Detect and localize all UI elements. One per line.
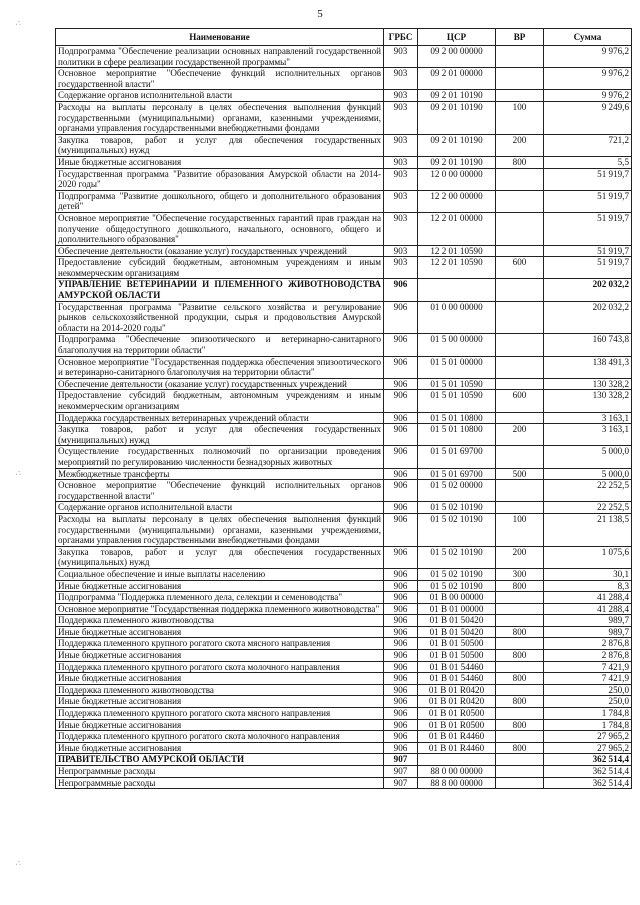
cell-grbs: 903 bbox=[384, 245, 418, 257]
cell-vr: 200 bbox=[496, 424, 544, 446]
cell-vr bbox=[496, 68, 544, 90]
cell-sum: 8,3 bbox=[544, 580, 632, 592]
cell-vr bbox=[496, 661, 544, 673]
cell-name: Основное мероприятие "Государственная поддержка племенного животноводства" bbox=[56, 603, 384, 615]
cell-grbs: 906 bbox=[384, 742, 418, 754]
cell-sum: 27 965,2 bbox=[544, 742, 632, 754]
cell-vr bbox=[496, 334, 544, 356]
cell-sum: 7 421,9 bbox=[544, 673, 632, 685]
margin-scan-mark: ·​: bbox=[14, 860, 24, 866]
cell-name: Государственная программа "Развитие образования Амурской области на 2014-2020 годы" bbox=[56, 168, 384, 190]
cell-sum: 989,7 bbox=[544, 626, 632, 638]
cell-name: Основное мероприятие "Обеспечение функций исполнительных органов государственной власти" bbox=[56, 68, 384, 90]
cell-grbs: 906 bbox=[384, 650, 418, 662]
cell-vr bbox=[496, 446, 544, 468]
table-row bbox=[56, 412, 632, 424]
cell-grbs: 906 bbox=[384, 480, 418, 502]
cell-sum: 9 976,2 bbox=[544, 90, 632, 102]
cell-grbs: 906 bbox=[384, 661, 418, 673]
table-row bbox=[56, 580, 632, 592]
cell-vr bbox=[496, 638, 544, 650]
cell-sum: 1 075,6 bbox=[544, 546, 632, 568]
cell-grbs: 906 bbox=[384, 731, 418, 743]
table-row bbox=[56, 212, 632, 245]
table-row bbox=[56, 190, 632, 212]
cell-sum: 130 328,2 bbox=[544, 378, 632, 390]
cell-grbs: 906 bbox=[384, 334, 418, 356]
cell-vr bbox=[496, 603, 544, 615]
cell-csr: 01 5 02 10190 bbox=[418, 502, 496, 514]
cell-grbs: 906 bbox=[384, 513, 418, 546]
cell-grbs: 906 bbox=[384, 356, 418, 378]
table-row bbox=[56, 257, 632, 279]
cell-csr: 01 0 00 00000 bbox=[418, 301, 496, 334]
cell-grbs: 906 bbox=[384, 696, 418, 708]
cell-sum: 3 163,1 bbox=[544, 424, 632, 446]
cell-vr bbox=[496, 212, 544, 245]
cell-grbs: 906 bbox=[384, 468, 418, 480]
cell-sum: 9 976,2 bbox=[544, 46, 632, 68]
cell-vr bbox=[496, 766, 544, 778]
cell-csr: 01 В 01 54460 bbox=[418, 661, 496, 673]
cell-grbs: 903 bbox=[384, 134, 418, 156]
margin-scan-mark: ·​: bbox=[14, 20, 24, 26]
cell-sum: 9 249,6 bbox=[544, 101, 632, 134]
cell-name: Подпрограмма "Поддержка племенного дела, селекции и семеноводства" bbox=[56, 592, 384, 604]
cell-grbs: 907 bbox=[384, 777, 418, 789]
table-row bbox=[56, 754, 632, 766]
cell-grbs: 903 bbox=[384, 68, 418, 90]
cell-vr bbox=[496, 615, 544, 627]
cell-name: Закупка товаров, работ и услуг для обеспечения государственных (муниципальных) нужд bbox=[56, 134, 384, 156]
cell-vr: 500 bbox=[496, 468, 544, 480]
table-row bbox=[56, 390, 632, 412]
cell-csr: 09 2 01 10190 bbox=[418, 156, 496, 168]
cell-sum: 41 288,4 bbox=[544, 603, 632, 615]
table-row bbox=[56, 546, 632, 568]
cell-sum: 51 919,7 bbox=[544, 212, 632, 245]
cell-grbs: 906 bbox=[384, 708, 418, 720]
cell-name: Расходы на выплаты персоналу в целях обеспечения выполнения функций государственными (муниципальными) органами, казенными учреждениями, органами управления государственными внебюджетными фондами bbox=[56, 513, 384, 546]
cell-grbs: 903 bbox=[384, 190, 418, 212]
cell-name: Иные бюджетные ассигнования bbox=[56, 156, 384, 168]
cell-name: Закупка товаров, работ и услуг для обеспечения государственных (муниципальных) нужд bbox=[56, 546, 384, 568]
cell-sum: 51 919,7 bbox=[544, 190, 632, 212]
cell-sum: 362 514,4 bbox=[544, 766, 632, 778]
cell-grbs: 906 bbox=[384, 719, 418, 731]
cell-csr: 01 5 01 10590 bbox=[418, 390, 496, 412]
cell-name: Основное мероприятие "Обеспечение государственных гарантий прав граждан на получение общедоступного дошкольного, начального, основного, общего и дополнительного образования" bbox=[56, 212, 384, 245]
cell-vr: 800 bbox=[496, 580, 544, 592]
cell-csr: 01 В 01 50420 bbox=[418, 626, 496, 638]
cell-vr: 800 bbox=[496, 719, 544, 731]
table-row bbox=[56, 356, 632, 378]
cell-csr: 88 0 00 00000 bbox=[418, 766, 496, 778]
cell-grbs: 906 bbox=[384, 673, 418, 685]
table-row bbox=[56, 708, 632, 720]
cell-grbs: 906 bbox=[384, 279, 418, 301]
cell-sum: 3 163,1 bbox=[544, 412, 632, 424]
cell-vr bbox=[496, 46, 544, 68]
cell-vr bbox=[496, 245, 544, 257]
cell-grbs: 906 bbox=[384, 615, 418, 627]
cell-vr: 600 bbox=[496, 390, 544, 412]
cell-name: Социальное обеспечение и иные выплаты населению bbox=[56, 568, 384, 580]
cell-name: Иные бюджетные ассигнования bbox=[56, 696, 384, 708]
table-row bbox=[56, 446, 632, 468]
cell-vr bbox=[496, 301, 544, 334]
table-row bbox=[56, 90, 632, 102]
table-row bbox=[56, 766, 632, 778]
header-sum: Сумма bbox=[544, 29, 632, 46]
cell-sum: 1 784,8 bbox=[544, 719, 632, 731]
cell-grbs: 906 bbox=[384, 684, 418, 696]
cell-sum: 22 252,5 bbox=[544, 502, 632, 514]
cell-grbs: 903 bbox=[384, 212, 418, 245]
cell-name: Межбюджетные трансферты bbox=[56, 468, 384, 480]
cell-csr: 01 5 01 69700 bbox=[418, 468, 496, 480]
cell-csr: 12 2 01 00000 bbox=[418, 212, 496, 245]
cell-sum: 160 743,8 bbox=[544, 334, 632, 356]
cell-sum: 21 138,5 bbox=[544, 513, 632, 546]
cell-name: Поддержка племенного крупного рогатого скота молочного направления bbox=[56, 731, 384, 743]
cell-grbs: 906 bbox=[384, 638, 418, 650]
cell-sum: 362 514,4 bbox=[544, 754, 632, 766]
table-row bbox=[56, 279, 632, 301]
table-row bbox=[56, 245, 632, 257]
cell-csr: 01 В 01 R0500 bbox=[418, 719, 496, 731]
cell-sum: 202 032,2 bbox=[544, 301, 632, 334]
header-name: Наименование bbox=[56, 29, 384, 46]
cell-name: ПРАВИТЕЛЬСТВО АМУРСКОЙ ОБЛАСТИ bbox=[56, 754, 384, 766]
cell-grbs: 906 bbox=[384, 592, 418, 604]
table-row bbox=[56, 603, 632, 615]
cell-sum: 30,1 bbox=[544, 568, 632, 580]
cell-csr: 09 2 00 00000 bbox=[418, 46, 496, 68]
cell-grbs: 906 bbox=[384, 378, 418, 390]
table-row bbox=[56, 673, 632, 685]
cell-vr: 100 bbox=[496, 513, 544, 546]
header-vr: ВР bbox=[496, 29, 544, 46]
cell-name: Содержание органов исполнительной власти bbox=[56, 502, 384, 514]
cell-grbs: 906 bbox=[384, 626, 418, 638]
table-row bbox=[56, 615, 632, 627]
cell-csr: 01 В 01 50500 bbox=[418, 638, 496, 650]
cell-sum: 202 032,2 bbox=[544, 279, 632, 301]
cell-vr bbox=[496, 412, 544, 424]
cell-sum: 51 919,7 bbox=[544, 257, 632, 279]
cell-grbs: 903 bbox=[384, 257, 418, 279]
cell-name: Осуществление государственных полномочий по организации проведения мероприятий по регулированию численности безнадзорных животных bbox=[56, 446, 384, 468]
cell-sum: 250,0 bbox=[544, 684, 632, 696]
cell-sum: 362 514,4 bbox=[544, 777, 632, 789]
header-grbs: ГРБС bbox=[384, 29, 418, 46]
cell-vr bbox=[496, 356, 544, 378]
table-row bbox=[56, 719, 632, 731]
cell-name: Обеспечение деятельности (оказание услуг) государственных учреждений bbox=[56, 245, 384, 257]
table-row bbox=[56, 696, 632, 708]
table-row bbox=[56, 592, 632, 604]
table-row bbox=[56, 513, 632, 546]
cell-name: Подпрограмма "Обеспечение эпизоотического и ветеринарно-санитарного благополучия на территории области" bbox=[56, 334, 384, 356]
cell-csr: 01 5 02 10190 bbox=[418, 580, 496, 592]
cell-sum: 51 919,7 bbox=[544, 245, 632, 257]
cell-name: Иные бюджетные ассигнования bbox=[56, 742, 384, 754]
cell-name: Подпрограмма "Обеспечение реализации основных направлений государственной политики в сфере реализации государственной программы" bbox=[56, 46, 384, 68]
cell-vr: 800 bbox=[496, 742, 544, 754]
cell-name: Обеспечение деятельности (оказание услуг) государственных учреждений bbox=[56, 378, 384, 390]
table-row bbox=[56, 650, 632, 662]
table-row bbox=[56, 731, 632, 743]
cell-name: Иные бюджетные ассигнования bbox=[56, 673, 384, 685]
cell-name: Непрограммные расходы bbox=[56, 766, 384, 778]
table-row bbox=[56, 46, 632, 68]
cell-vr: 600 bbox=[496, 257, 544, 279]
cell-sum: 2 876,8 bbox=[544, 650, 632, 662]
cell-sum: 5 000,0 bbox=[544, 468, 632, 480]
cell-vr bbox=[496, 592, 544, 604]
cell-vr: 800 bbox=[496, 673, 544, 685]
cell-grbs: 906 bbox=[384, 546, 418, 568]
cell-vr bbox=[496, 279, 544, 301]
cell-vr bbox=[496, 502, 544, 514]
cell-sum: 9 976,2 bbox=[544, 68, 632, 90]
cell-name: Иные бюджетные ассигнования bbox=[56, 650, 384, 662]
cell-vr bbox=[496, 168, 544, 190]
cell-name: Подпрограмма "Развитие дошкольного, общего и дополнительного образования детей" bbox=[56, 190, 384, 212]
cell-vr: 100 bbox=[496, 101, 544, 134]
cell-name: Поддержка племенного крупного рогатого скота мясного направления bbox=[56, 638, 384, 650]
table-row bbox=[56, 502, 632, 514]
cell-vr bbox=[496, 731, 544, 743]
cell-name: Предоставление субсидий бюджетным, автономным учреждениям и иным некоммерческим организациям bbox=[56, 257, 384, 279]
cell-grbs: 907 bbox=[384, 766, 418, 778]
cell-sum: 41 288,4 bbox=[544, 592, 632, 604]
cell-csr: 12 2 00 00000 bbox=[418, 190, 496, 212]
table-row bbox=[56, 134, 632, 156]
cell-csr: 01 В 01 R4460 bbox=[418, 731, 496, 743]
cell-csr: 01 5 02 10190 bbox=[418, 546, 496, 568]
cell-name: Основное мероприятие "Государственная поддержка обеспечения эпизоотического и ветеринарно-санитарного благополучия на территории области" bbox=[56, 356, 384, 378]
table-row bbox=[56, 468, 632, 480]
cell-vr: 800 bbox=[496, 626, 544, 638]
cell-grbs: 906 bbox=[384, 446, 418, 468]
table-row bbox=[56, 301, 632, 334]
cell-sum: 5 000,0 bbox=[544, 446, 632, 468]
cell-csr: 01 В 01 00000 bbox=[418, 603, 496, 615]
cell-name: УПРАВЛЕНИЕ ВЕТЕРИНАРИИ И ПЛЕМЕННОГО ЖИВОТНОВОДСТВА АМУРСКОЙ ОБЛАСТИ bbox=[56, 279, 384, 301]
cell-sum: 7 421,9 bbox=[544, 661, 632, 673]
cell-grbs: 906 bbox=[384, 502, 418, 514]
table-row bbox=[56, 168, 632, 190]
table-row bbox=[56, 424, 632, 446]
cell-vr: 800 bbox=[496, 696, 544, 708]
cell-grbs: 906 bbox=[384, 424, 418, 446]
cell-name: Содержание органов исполнительной власти bbox=[56, 90, 384, 102]
cell-sum: 27 965,2 bbox=[544, 731, 632, 743]
cell-csr: 01 В 01 R0420 bbox=[418, 684, 496, 696]
cell-name: Поддержка государственных ветеринарных учреждений области bbox=[56, 412, 384, 424]
header-csr: ЦСР bbox=[418, 29, 496, 46]
cell-vr: 800 bbox=[496, 650, 544, 662]
table-row bbox=[56, 684, 632, 696]
cell-csr: 09 2 01 10190 bbox=[418, 90, 496, 102]
cell-csr bbox=[418, 754, 496, 766]
cell-sum: 130 328,2 bbox=[544, 390, 632, 412]
cell-vr: 300 bbox=[496, 568, 544, 580]
table-row bbox=[56, 626, 632, 638]
cell-csr bbox=[418, 279, 496, 301]
cell-grbs: 906 bbox=[384, 412, 418, 424]
cell-grbs: 903 bbox=[384, 156, 418, 168]
cell-name: Поддержка племенного животноводства bbox=[56, 684, 384, 696]
cell-sum: 138 491,3 bbox=[544, 356, 632, 378]
cell-vr bbox=[496, 754, 544, 766]
cell-vr bbox=[496, 684, 544, 696]
margin-scan-mark: ·​: bbox=[14, 470, 24, 476]
table-row bbox=[56, 378, 632, 390]
cell-name: Иные бюджетные ассигнования bbox=[56, 580, 384, 592]
cell-csr: 01 В 01 50420 bbox=[418, 615, 496, 627]
cell-vr: 200 bbox=[496, 134, 544, 156]
table-row bbox=[56, 568, 632, 580]
cell-vr bbox=[496, 777, 544, 789]
cell-sum: 51 919,7 bbox=[544, 168, 632, 190]
cell-csr: 01 В 01 R0500 bbox=[418, 708, 496, 720]
cell-csr: 01 5 02 10190 bbox=[418, 513, 496, 546]
cell-csr: 01 5 00 00000 bbox=[418, 334, 496, 356]
cell-csr: 09 2 01 10190 bbox=[418, 134, 496, 156]
table-row bbox=[56, 742, 632, 754]
table-row bbox=[56, 638, 632, 650]
cell-sum: 989,7 bbox=[544, 615, 632, 627]
cell-csr: 01 5 01 69700 bbox=[418, 446, 496, 468]
cell-grbs: 906 bbox=[384, 580, 418, 592]
cell-csr: 12 2 01 10590 bbox=[418, 245, 496, 257]
cell-csr: 01 В 01 54460 bbox=[418, 673, 496, 685]
cell-name: Иные бюджетные ассигнования bbox=[56, 626, 384, 638]
cell-vr bbox=[496, 190, 544, 212]
cell-grbs: 907 bbox=[384, 754, 418, 766]
cell-grbs: 903 bbox=[384, 101, 418, 134]
cell-name: Расходы на выплаты персоналу в целях обеспечения выполнения функций государственными (муниципальными) органами, казенными учреждениями, органами управления государственными внебюджетными фондами bbox=[56, 101, 384, 134]
table-header-row bbox=[56, 29, 632, 46]
cell-vr: 200 bbox=[496, 546, 544, 568]
cell-csr: 09 2 01 10190 bbox=[418, 101, 496, 134]
cell-sum: 721,2 bbox=[544, 134, 632, 156]
cell-name: Непрограммные расходы bbox=[56, 777, 384, 789]
cell-csr: 01 В 01 R4460 bbox=[418, 742, 496, 754]
table-row bbox=[56, 661, 632, 673]
cell-csr: 01 5 01 00000 bbox=[418, 356, 496, 378]
cell-csr: 12 0 00 00000 bbox=[418, 168, 496, 190]
table-row bbox=[56, 334, 632, 356]
cell-vr bbox=[496, 90, 544, 102]
cell-vr: 800 bbox=[496, 156, 544, 168]
cell-grbs: 906 bbox=[384, 390, 418, 412]
cell-vr bbox=[496, 708, 544, 720]
cell-csr: 01 5 01 10590 bbox=[418, 378, 496, 390]
cell-vr bbox=[496, 378, 544, 390]
cell-csr: 01 В 01 R0420 bbox=[418, 696, 496, 708]
cell-csr: 01 5 02 00000 bbox=[418, 480, 496, 502]
page-number: 5 bbox=[317, 8, 323, 20]
cell-grbs: 903 bbox=[384, 46, 418, 68]
cell-csr: 12 2 01 10590 bbox=[418, 257, 496, 279]
cell-sum: 5,5 bbox=[544, 156, 632, 168]
budget-table bbox=[55, 28, 632, 789]
cell-csr: 88 8 00 00000 bbox=[418, 777, 496, 789]
table-body bbox=[56, 46, 632, 789]
cell-csr: 09 2 01 00000 bbox=[418, 68, 496, 90]
cell-csr: 01 В 01 50500 bbox=[418, 650, 496, 662]
cell-csr: 01 В 00 00000 bbox=[418, 592, 496, 604]
table-row bbox=[56, 101, 632, 134]
cell-grbs: 906 bbox=[384, 603, 418, 615]
cell-name: Поддержка племенного крупного рогатого скота мясного направления bbox=[56, 708, 384, 720]
cell-grbs: 906 bbox=[384, 568, 418, 580]
cell-name: Основное мероприятие "Обеспечение функций исполнительных органов государственной власти" bbox=[56, 480, 384, 502]
cell-csr: 01 5 01 10800 bbox=[418, 412, 496, 424]
cell-name: Иные бюджетные ассигнования bbox=[56, 719, 384, 731]
cell-sum: 1 784,8 bbox=[544, 708, 632, 720]
table-row bbox=[56, 68, 632, 90]
cell-sum: 2 876,8 bbox=[544, 638, 632, 650]
cell-grbs: 906 bbox=[384, 301, 418, 334]
cell-name: Поддержка племенного животноводства bbox=[56, 615, 384, 627]
table-row bbox=[56, 777, 632, 789]
cell-csr: 01 5 01 10800 bbox=[418, 424, 496, 446]
table-row bbox=[56, 480, 632, 502]
cell-name: Предоставление субсидий бюджетным, автономным учреждениям и иным некоммерческим организациям bbox=[56, 390, 384, 412]
table-row bbox=[56, 156, 632, 168]
cell-sum: 22 252,5 bbox=[544, 480, 632, 502]
cell-name: Государственная программа "Развитие сельского хозяйства и регулирование рынков сельскохозяйственной продукции, сырья и продовольствия Амурской области на 2014-2020 годы" bbox=[56, 301, 384, 334]
cell-name: Закупка товаров, работ и услуг для обеспечения государственных (муниципальных) нужд bbox=[56, 424, 384, 446]
cell-grbs: 903 bbox=[384, 90, 418, 102]
cell-name: Поддержка племенного крупного рогатого скота молочного направления bbox=[56, 661, 384, 673]
cell-sum: 250,0 bbox=[544, 696, 632, 708]
cell-vr bbox=[496, 480, 544, 502]
cell-csr: 01 5 02 10190 bbox=[418, 568, 496, 580]
cell-grbs: 903 bbox=[384, 168, 418, 190]
